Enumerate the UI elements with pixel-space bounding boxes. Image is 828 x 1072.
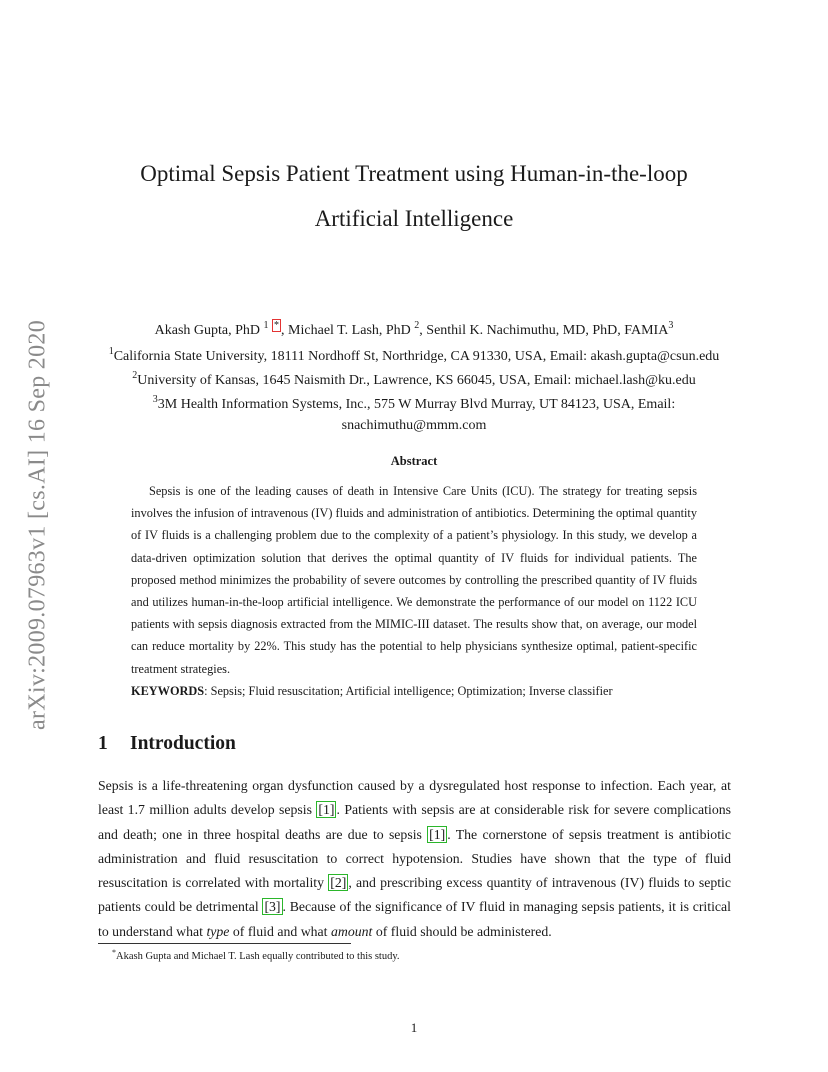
arxiv-identifier-stamp: arXiv:2009.07963v1 [cs.AI] 16 Sep 2020 [24,319,51,731]
section-number: 1 [98,733,108,754]
paper-title-line-1: Optimal Sepsis Patient Treatment using Human-in-the-loop [140,161,688,186]
affiliation-3 [0,394,828,413]
paper-title-line-2: Artificial Intelligence [314,206,514,231]
affiliation-1-text: California State University, 18111 Nordhoff St, Northridge, CA 91330, USA, Email: akash.gupta@csun.edu [113,349,720,364]
author-list [0,320,828,339]
keywords-line [131,680,697,702]
page-number: 1 [410,1020,418,1035]
author-1: Akash Gupta, PhD [154,323,264,338]
affiliation-3-text: 3M Health Information Systems, Inc., 575 W Murray Blvd Murray, UT 84123, USA, Email: [157,397,676,412]
affiliation-3-mark: 3 [152,394,158,405]
affiliation-2-mark: 2 [132,370,138,381]
keywords-list: : Sepsis; Fluid resuscitation; Artificial intelligence; Optimization; Inverse classifier [204,683,613,698]
abstract-text: Sepsis is one of the leading causes of death in Intensive Care Units (ICU). The strategy for treating sepsis involves the infusion of intravenous (IV) fluids and administration of antibiotics. Determining the optimal quantity of IV fluids is a challenging problem due to the complexity of a patient’s physiology. In this study, we develop a data-driven optimization solution that derives the optimal quantity of IV fluids for individual patients. The proposed method minimizes the probability of severe outcomes by controlling the prescribed quantity of IV fluids and utilizes human-in-the-loop artificial intelligence. We demonstrate the performance of our model on 1122 ICU patients with sepsis diagnosis extracted from the MIMIC-III dataset. The results show that, on average, our model can reduce mortality by 22%. This study has the potential to help physicians synthesize optimal, patient-specific treatment strategies. [131,484,697,676]
affiliation-2-text: University of Kansas, 1645 Naismith Dr., Lawrence, KS 66045, USA, Email: michael.lash@ku.edu [137,373,696,388]
author-3-affiliation-mark: 3 [668,320,674,331]
footnote-mark: * [112,948,116,957]
intro-text-4: , and prescribing excess quantity of intravenous (IV) fluids to septic patients could be detrimental [98,875,732,915]
intro-text-7: of fluid should be administered. [372,923,552,939]
author-1-affiliation-mark: 1 [263,320,269,331]
keywords-label: KEYWORDS [131,683,205,698]
affiliation-2 [0,370,828,389]
citation-link-2[interactable]: [2] [330,875,347,891]
author-2-affiliation-mark: 2 [414,320,420,331]
affiliation-1-mark: 1 [108,346,114,357]
section-heading-introduction [98,733,236,755]
footnote-reference-link[interactable]: * [274,320,280,331]
emphasis-type: type [206,923,230,939]
footnote-divider [98,943,351,944]
affiliation-1 [0,346,828,365]
intro-text-2: . Patients with sepsis are at considerable risk for severe complications and death; one in three hospital deaths are due to sepsis [98,802,731,842]
emphasis-amount: amount [330,923,373,939]
intro-text-3: . The cornerstone of sepsis treatment is antibiotic administration and fluid resuscitation to correct hypotension. Studies have shown that the type of fluid resuscitation is correlated with mortality [98,826,731,891]
intro-text-6: of fluid and what [229,923,331,939]
citation-link-1-repeat[interactable]: [1] [429,826,446,842]
intro-text-5: . Because of the significance of IV fluid in managing sepsis patients, it is critical to understand what [98,899,731,939]
author-3: , Senthil K. Nachimuthu, MD, PhD, FAMIA [419,323,669,338]
citation-link-3[interactable]: [3] [264,899,281,915]
abstract-block [131,480,697,702]
author-2: , Michael T. Lash, PhD [281,323,415,338]
intro-text-1: Sepsis is a life-threatening organ dysfunction caused by a dysregulated host response to infection. Each year, at least 1.7 million adults develop sepsis [98,778,731,818]
affiliation-3-email: snachimuthu@mmm.com [341,418,487,433]
footnote [112,948,400,962]
abstract-heading: Abstract [390,454,438,468]
citation-link-1[interactable]: [1] [318,802,335,818]
footnote-text: Akash Gupta and Michael T. Lash equally contributed to this study. [116,951,400,962]
section-title: Introduction [130,733,236,754]
introduction-paragraph [98,774,731,944]
